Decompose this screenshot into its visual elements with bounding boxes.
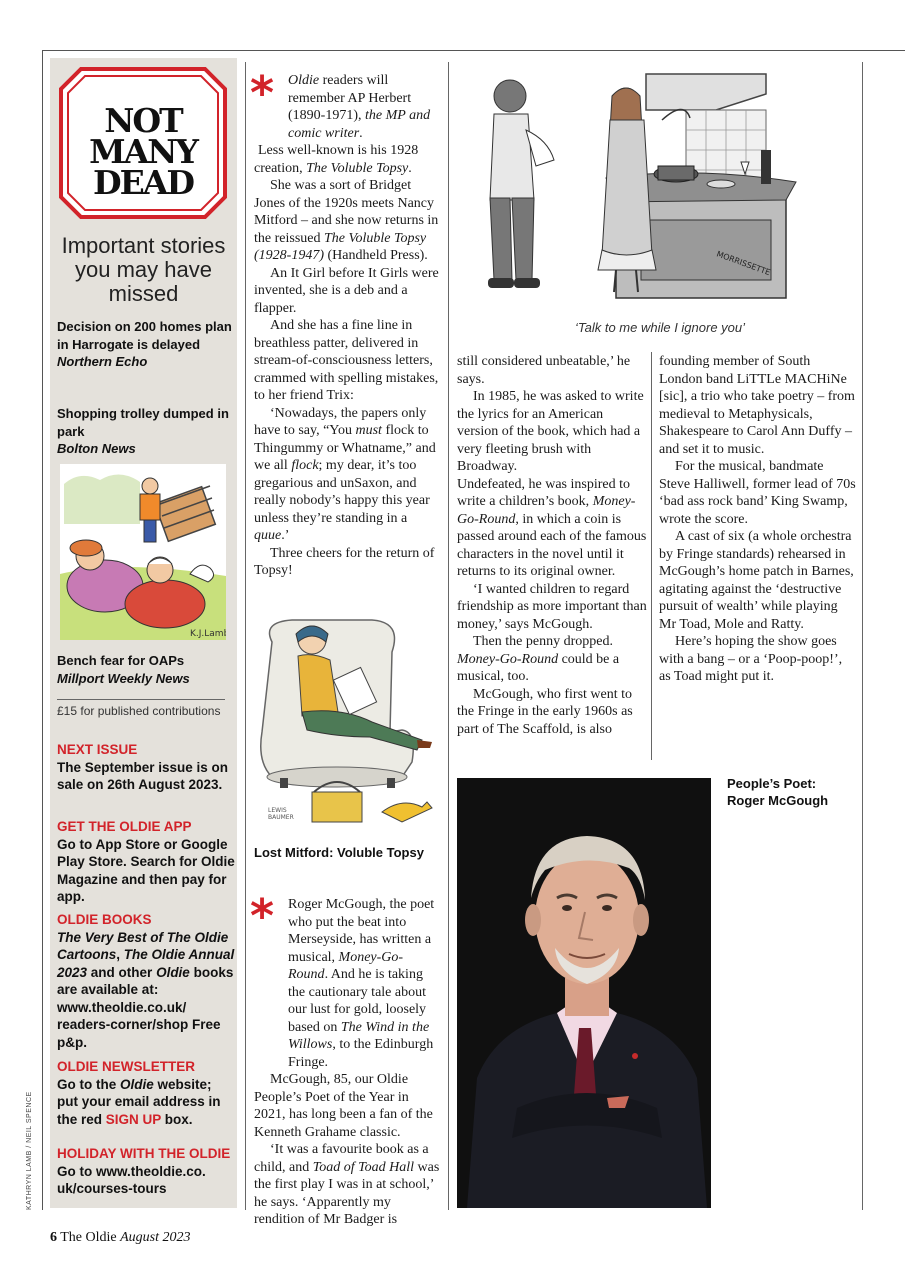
column-rule <box>862 62 863 1210</box>
roger-mcgough-photo <box>457 778 711 1208</box>
photo-credit: KATHRYN LAMB / NEIL SPENCE <box>26 1091 33 1210</box>
page-number: 6 <box>50 1230 57 1245</box>
red-asterisk-icon: * <box>250 889 275 943</box>
text-em: flock <box>291 458 319 473</box>
magazine-name: The Oldie <box>57 1230 121 1245</box>
text-em: must <box>355 423 382 438</box>
books-sep: , <box>116 947 124 962</box>
text: flock to Thingummy or Whatname,” and we all <box>254 423 436 473</box>
mcgough-para-7: ‘I wanted children to regard friendship as more important than money,’ says McGough. <box>457 581 647 632</box>
text: was the first play I was in at school,’ he says. ‘Apparently my rendition of Mr Badger is <box>254 1159 440 1227</box>
text: She was a sort of Bridget Jones of the 1920s meets Nancy Mitford – and she now returns in the reissued <box>254 178 439 246</box>
stamp-line-1: NOT <box>104 101 182 140</box>
column-rule <box>448 62 449 1210</box>
mcgough-para-9: McGough, who first went to the Fringe in the early 1960s as part of The Scaffold, is also <box>457 686 633 737</box>
text: readers will remember AP Herbert (1890-1971), <box>288 73 412 123</box>
newsletter-em: Oldie <box>120 1076 154 1092</box>
next-issue-section <box>57 741 235 794</box>
text-em: Toad of Toad Hall <box>312 1159 414 1175</box>
topsy-para-1 <box>254 72 440 142</box>
books-title-3: Oldie <box>156 964 190 980</box>
text-em: Oldie <box>288 73 320 88</box>
text: . <box>359 125 363 141</box>
mcgough-para-3 <box>254 1141 440 1229</box>
page-footer <box>50 1230 191 1246</box>
text: ; my dear, it’s too gregarious and unSaxon, and really nobody’s happy this year unless they’re standing in a <box>254 458 430 526</box>
topsy-caption: Lost Mitford: Voluble Topsy <box>254 845 424 860</box>
app-title: GET THE OLDIE APP <box>57 819 192 834</box>
text: . <box>408 160 412 176</box>
mcgough-para-12: A cast of six (a whole orchestra by Fringe standards) rehearsed in McGough’s home patch in Barnes, agitating against the ‘destructive pursuit of wealth’ while playing Mr Toad, Mole and Ratty. <box>659 529 854 632</box>
text: Less well-known is his 1928 creation, <box>254 143 419 176</box>
stamp-title <box>59 101 227 202</box>
mcgough-para-6 <box>457 476 647 581</box>
text-em: Money-Go-Round <box>457 494 636 527</box>
holiday-link[interactable]: Go to www.theoldie.co. uk/courses-tours <box>57 1163 206 1196</box>
mcgough-article-col-3 <box>659 353 856 686</box>
story-source: Northern Echo <box>57 354 148 369</box>
mcgough-para-10: founding member of South London band LiTTLe MACHiNe [sic], a trio who take poetry – from medieval to Metaphysicals, Shakespeare to Carol Ann Duffy – and set it to music. <box>659 354 855 457</box>
text: ‘Nowadays, the papers only have to say, “You <box>254 405 427 438</box>
sidebar-story <box>57 652 232 687</box>
stamp-line-3: DEAD <box>93 163 193 202</box>
topsy-para-4: An It Girl before It Girls were invented, she is a deb and a flapper. <box>254 265 439 316</box>
text: Roger McGough, the poet who put the beat into Merseyside, has written a musical, <box>288 897 435 965</box>
story-headline: Bench fear for OAPs <box>57 653 185 668</box>
sidebar-heading: Important stories you may have missed <box>61 233 226 306</box>
holiday-section <box>57 1145 235 1198</box>
left-rule <box>42 50 43 1210</box>
mcgough-para-8 <box>457 633 647 686</box>
newsletter-after: box. <box>161 1111 193 1127</box>
story-source: Bolton News <box>57 441 136 456</box>
svg-text:LEWIS: LEWIS <box>268 807 287 814</box>
holiday-title: HOLIDAY WITH THE OLDIE <box>57 1146 231 1161</box>
sidebar-divider <box>57 699 225 700</box>
photo-caption: People’s Poet: Roger McGough <box>727 776 829 808</box>
text-em: quue <box>254 528 282 543</box>
svg-text:BAUMER: BAUMER <box>268 814 294 821</box>
sidebar <box>50 58 237 1208</box>
newsletter-title: OLDIE NEWSLETTER <box>57 1059 195 1074</box>
books-link[interactable]: books are available at: www.theoldie.co.uk/ readers-corner/shop Free p&p. <box>57 964 234 1050</box>
mcgough-para-11: For the musical, bandmate Steve Halliwell, former lead of 70s ‘bad ass rock band’ King Swamp, wrote the score. <box>659 459 856 527</box>
svg-text:K.J.Lamb: K.J.Lamb <box>190 629 226 639</box>
mcgough-article-col-2 <box>457 353 647 738</box>
topsy-para-7: Three cheers for the return of Topsy! <box>254 545 435 578</box>
text: Undefeated, he was inspired to write a children’s book, <box>457 476 630 509</box>
text: ‘It was a favourite book as a child, and <box>254 1142 429 1175</box>
next-issue-body: The September issue is on sale on 26th August 2023. <box>57 759 229 792</box>
topsy-para-6 <box>254 405 440 545</box>
sign-up-link[interactable]: SIGN UP <box>105 1111 162 1127</box>
mcgough-para-4: still considered unbeatable,’ he says. <box>457 354 631 387</box>
red-asterisk-icon: * <box>250 66 275 120</box>
contribution-fee: £15 for published contributions <box>57 704 221 718</box>
story-headline: Shopping trolley dumped in park <box>57 406 229 439</box>
mcgough-para-13: Here’s hoping the show goes with a bang – or a ‘Poop-poop!’, as Toad might put it. <box>659 634 843 684</box>
sidebar-story <box>57 318 232 371</box>
issue-date: August 2023 <box>120 1230 191 1245</box>
books-mid: and other <box>87 964 157 980</box>
books-title: OLDIE BOOKS <box>57 912 152 927</box>
bench-cartoon <box>60 464 226 640</box>
topsy-para-2 <box>254 142 440 177</box>
kitchen-cartoon <box>466 70 856 312</box>
story-source: Millport Weekly News <box>57 670 190 686</box>
topsy-para-5: And she has a fine line in breathless patter, delivered in stream-of-consciousness letters, crammed with spelling mistakes, to her friend Trix: <box>254 318 439 403</box>
column-rule <box>651 352 652 760</box>
topsy-illustration <box>252 612 442 837</box>
text-em: Money-Go-Round <box>457 651 559 667</box>
newsletter-pre: Go to the <box>57 1076 120 1092</box>
text: .’ <box>281 528 290 543</box>
text: could be a musical, too. <box>457 651 620 684</box>
topsy-article <box>254 72 440 580</box>
next-issue-title: NEXT ISSUE <box>57 742 138 757</box>
text-em: Money-Go-Round <box>288 949 404 982</box>
app-body: Go to App Store or Google Play Store. Search for Oldie Magazine and then pay for app. <box>57 836 235 904</box>
text: , to the Edinburgh Fringe. <box>288 1037 434 1070</box>
topsy-para-3 <box>254 177 440 265</box>
cartoon-signature: MORRISSETTE <box>715 249 772 278</box>
app-section <box>57 818 235 906</box>
not-many-dead-stamp <box>59 67 227 219</box>
text: . And he is taking the cautionary tale about our lust for gold, loosely based on <box>288 967 427 1035</box>
text: Then the penny dropped. <box>473 634 613 649</box>
mcgough-para-1 <box>254 896 440 1071</box>
text: (Handheld Press). <box>324 248 428 263</box>
column-rule <box>245 62 246 1210</box>
books-title-1: The Very Best of The Oldie Cartoons <box>57 929 229 962</box>
text-em: the MP and comic writer <box>288 108 431 141</box>
mcgough-para-2: McGough, 85, our Oldie People’s Poet of the Year in 2021, has long been a fan of the Kenneth Grahame classic. <box>254 1072 433 1140</box>
story-headline: Decision on 200 homes plan in Harrogate is delayed <box>57 319 232 352</box>
books-section <box>57 911 235 1051</box>
mcgough-para-5: In 1985, he was asked to write the lyrics for an American version of the book, which had a very fleeting brush with Broadway. <box>457 389 644 474</box>
newsletter-section <box>57 1058 235 1128</box>
sidebar-story <box>57 405 232 458</box>
top-rule <box>42 50 905 51</box>
newsletter-post: website; put your email address in the red <box>57 1076 221 1127</box>
text-em: The Voluble Topsy (1928-1947) <box>254 230 427 263</box>
stamp-line-2: MANY <box>89 132 197 171</box>
text-em: The Wind in the Willows <box>288 1019 430 1052</box>
cartoon-caption: ‘Talk to me while I ignore you’ <box>574 320 746 335</box>
text: , in which a coin is passed around each of the famous characters in the novel until it returns to its original owner. <box>457 511 647 579</box>
books-title-2: The Oldie Annual 2023 <box>57 947 235 980</box>
mcgough-article-col-1 <box>254 896 440 1229</box>
text-em: The Voluble Topsy <box>306 160 409 176</box>
